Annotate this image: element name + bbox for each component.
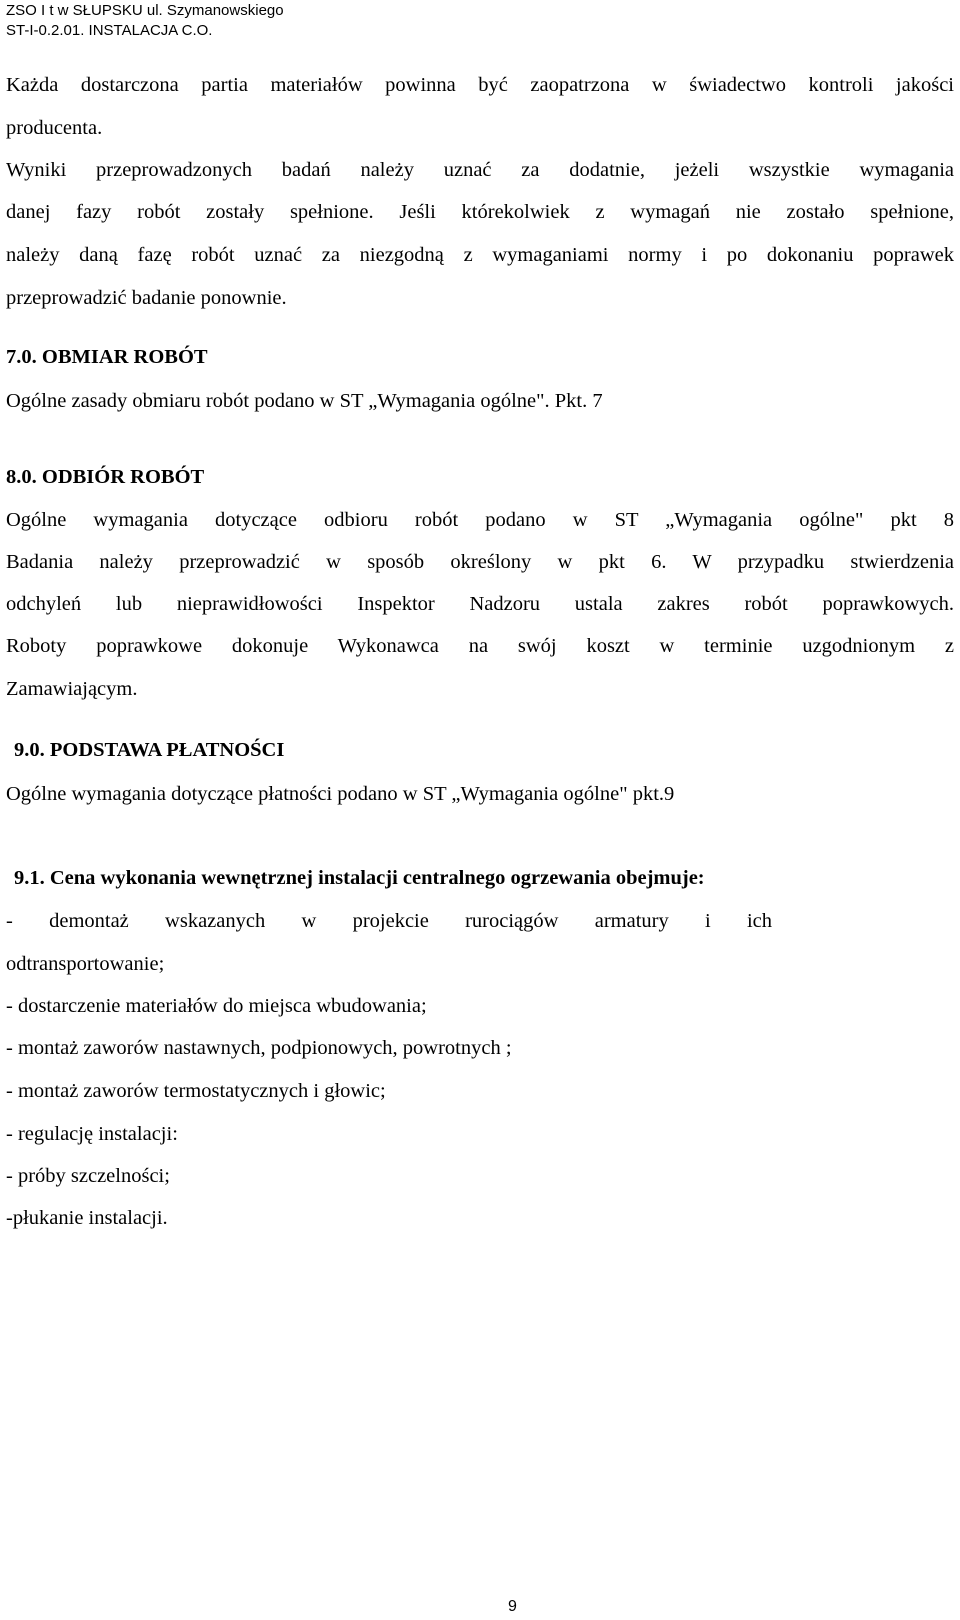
list-item: odtransportowanie; xyxy=(6,953,165,975)
section-text-7: Ogólne zasady obmiaru robót podano w ST „Wymagania ogólne". Pkt. 7 xyxy=(6,390,603,412)
list-item: - próby szczelności; xyxy=(6,1165,170,1187)
paragraph-line: przeprowadzić badanie ponownie. xyxy=(6,287,287,309)
header-line-2: ST-I-0.2.01. INSTALACJA C.O. xyxy=(6,22,213,39)
section-heading-7: 7.0. OBMIAR ROBÓT xyxy=(6,346,208,368)
section-heading-8: 8.0. ODBIÓR ROBÓT xyxy=(6,466,205,488)
paragraph-line: odchyleń lub nieprawidłowości Inspektor Nadzoru ustala zakres robót poprawkowych. xyxy=(6,593,954,615)
page-number: 9 xyxy=(508,1598,517,1615)
paragraph-line: Ogólne wymagania dotyczące odbioru robót podano w ST „Wymagania ogólne" pkt 8 xyxy=(6,509,954,531)
paragraph-line: Badania należy przeprowadzić w sposób określony w pkt 6. W przypadku stwierdzenia xyxy=(6,551,954,573)
section-heading-9-1: 9.1. Cena wykonania wewnętrznej instalacji centralnego ogrzewania obejmuje: xyxy=(14,867,705,889)
list-item: - dostarczenie materiałów do miejsca wbudowania; xyxy=(6,995,427,1017)
document-header xyxy=(6,1,284,41)
section-text-9: Ogólne wymagania dotyczące płatności podano w ST „Wymagania ogólne" pkt.9 xyxy=(6,783,675,805)
list-item: -płukanie instalacji. xyxy=(6,1207,168,1229)
header-line-1: ZSO I t w SŁUPSKU ul. Szymanowskiego xyxy=(6,2,284,19)
paragraph-line: należy daną fazę robót uznać za niezgodną z wymaganiami normy i po dokonaniu poprawek xyxy=(6,244,954,266)
paragraph-line: danej fazy robót zostały spełnione. Jeśli którekolwiek z wymagań nie zostało spełnione, xyxy=(6,201,954,223)
section-heading-9: 9.0. PODSTAWA PŁATNOŚCI xyxy=(14,739,285,761)
paragraph-line: producenta. xyxy=(6,117,103,139)
paragraph-line: Każda dostarczona partia materiałów powinna być zaopatrzona w świadectwo kontroli jakości xyxy=(6,74,954,96)
paragraph-line: Roboty poprawkowe dokonuje Wykonawca na swój koszt w terminie uzgodnionym z xyxy=(6,635,954,657)
paragraph-line: Wyniki przeprowadzonych badań należy uznać za dodatnie, jeżeli wszystkie wymagania xyxy=(6,159,954,181)
list-item: - demontaż wskazanych w projekcie rurociągów armatury i ich xyxy=(6,910,772,932)
paragraph-line: Zamawiającym. xyxy=(6,678,138,700)
list-item: - montaż zaworów nastawnych, podpionowych, powrotnych ; xyxy=(6,1037,512,1059)
list-item: - regulację instalacji: xyxy=(6,1123,178,1145)
list-item: - montaż zaworów termostatycznych i głowic; xyxy=(6,1080,386,1102)
